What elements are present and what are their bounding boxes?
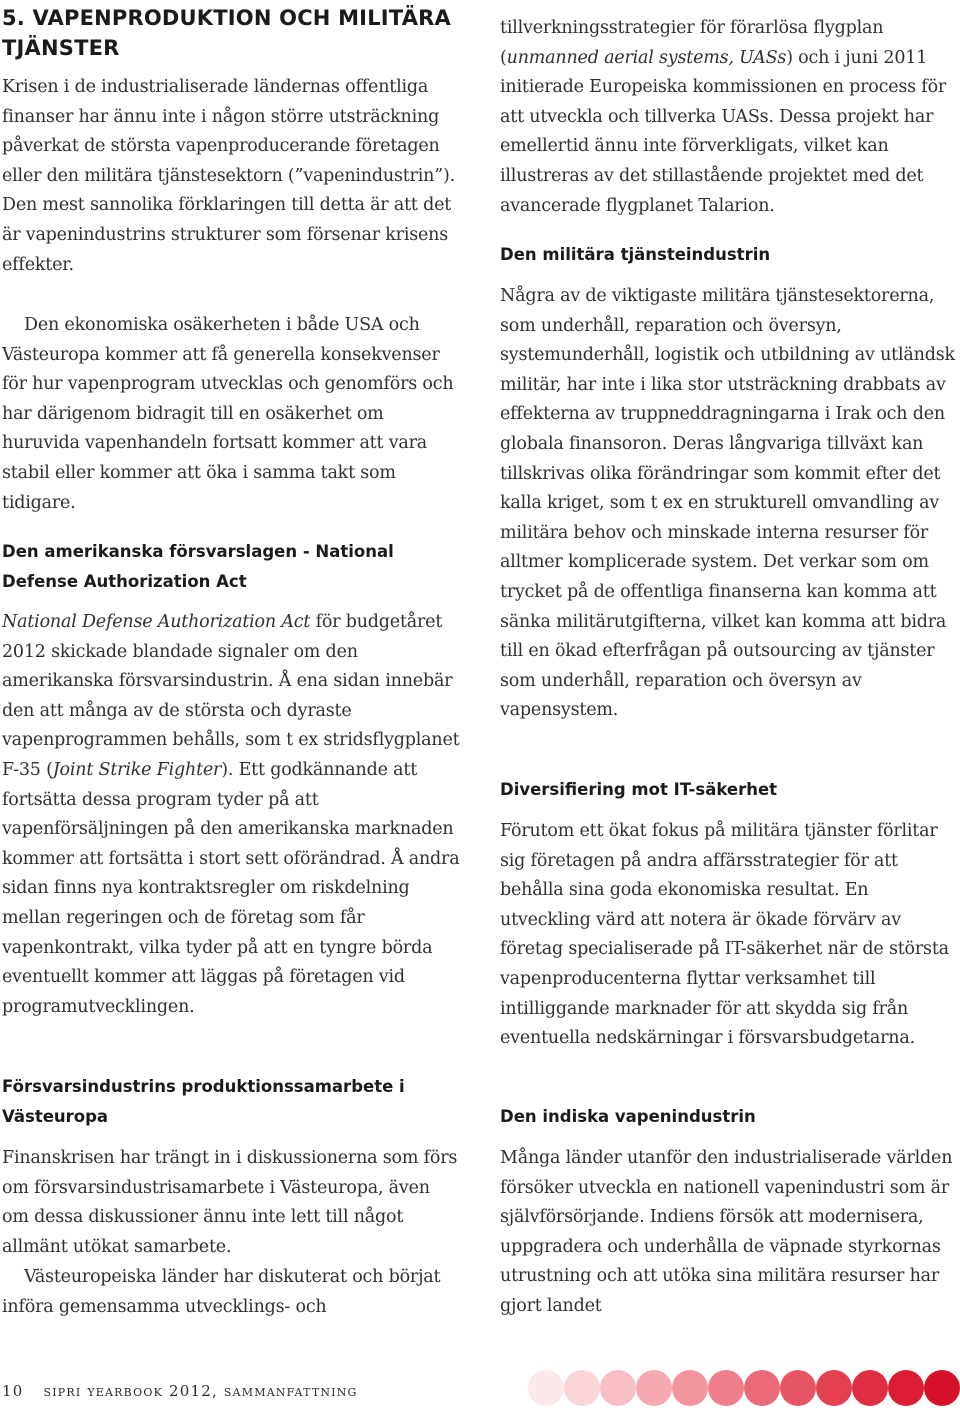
it-paragraph: Förutom ett ökat fokus på militära tjänster förlitar sig företagen på andra affärsstrategier för att behålla sina goda ekonomiska resultat. En utveckling värd att notera är ökade förvärv av företag specialiserade på IT-säkerhet när de största vapenproducenterna flyttar verksamhet till intilliggande marknader för att skydda sig från eventuella nedskärningar i försvarsbudgetarna. xyxy=(500,821,949,1049)
jsf-italic: Joint Strike Fighter xyxy=(52,759,222,780)
chapter-heading: 5. VAPENPRODUKTION OCH MILITÄRA TJÄNSTER xyxy=(2,6,451,60)
decorative-dot xyxy=(924,1370,960,1406)
decorative-dot xyxy=(816,1370,852,1406)
europe-paragraph: Finanskrisen har trängt in i diskussionerna som förs om försvarsindustrisamarbete i Västeuropa, även om dessa diskussioner ännu inte lett till något allmänt utökat samarbete. xyxy=(2,1148,458,1257)
europe-paragraph-2: Västeuropeiska länder har diskuterat och börjat införa gemensamma utvecklings- och xyxy=(2,1267,441,1317)
uas-italic: unmanned aerial systems, UASs xyxy=(506,47,787,68)
uas-text-b: ) och i juni 2011 initierade Europeiska kommissionen en process för att utveckla och tillverka UASs. Dessa projekt har emellertid ännu inte förverkligats, vilket kan illustreras av det stillastående projektet med det avancerade flygplanet Talarion. xyxy=(500,47,947,216)
section-heading-it: Diversifiering mot IT-säkerhet xyxy=(500,780,778,799)
decorative-dot xyxy=(528,1370,564,1406)
services-paragraph: Några av de viktigaste militära tjänstesektorerna, som underhåll, reparation och översyn, systemunderhåll, logistik och utbildning av utländsk militär, har inte i lika stor utsträckning drabbats av effekterna av truppneddragningarna i Irak och den globala finansoron. Deras långvariga tillväxt kan tillskrivas olika förändringar som kommit efter det kalla kriget, som t ex en strukturell omvandling av militära behov och minskade interna resurser för alltmer komplicerade system. Det verkar som om trycket på de offentliga finanserna kan komma att sänka militärutgifterna, vilket kan komma att bidra till en ökad efterfrågan på outsourcing av tjänster som underhåll, reparation och översyn av vapensystem. xyxy=(500,286,955,721)
section-heading-europe: Försvarsindustrins produktionssamarbete i Västeuropa xyxy=(2,1077,405,1126)
decorative-dot xyxy=(672,1370,708,1406)
section-heading-india: Den indiska vapenindustrin xyxy=(500,1107,756,1126)
ndaa-paragraph xyxy=(2,608,460,1022)
intro-paragraph: Krisen i de industrialiserade ländernas offentliga finanser har ännu inte i någon större utsträckning påverkat de största vapenproducerande företagen eller den militära tjänstesektorn (”vapenindustrin”). Den mest sannolika förklaringen till detta är att det är vapenindustrins strukturer som försenar krisens effekter. xyxy=(2,77,455,275)
section-heading-services: Den militära tjänsteindustrin xyxy=(500,245,771,264)
india-paragraph: Många länder utanför den industrialiserade världen försöker utveckla en nationell vapenindustri som är självförsörjande. Indiens försök att modernisera, uppgradera och underhålla de väpnade styrkornas utrustning och att utöka sina militära resurser har gjort landet xyxy=(500,1148,953,1316)
ndaa-title-italic: National Defense Authorization Act xyxy=(2,612,311,632)
page-footer xyxy=(2,1382,358,1400)
decorative-dot xyxy=(744,1370,780,1406)
decorative-dot-strip xyxy=(500,1370,960,1406)
decorative-dot xyxy=(636,1370,672,1406)
decorative-dot xyxy=(708,1370,744,1406)
decorative-dot xyxy=(852,1370,888,1406)
ndaa-text-a: för budgetåret 2012 skickade blandade signaler om den amerikanska försvarsindustrin. Å ena sidan innebär den att många av de största och dyraste vapenprogrammen behålls, som t ex stridsflygplanet F-35 ( xyxy=(2,612,460,780)
page-number: 10 xyxy=(2,1382,24,1400)
ndaa-text-b: ). Ett godkännande att fortsätta dessa program tyder på att vapenförsäljningen på den amerikanska marknaden kommer att fortsätta i stort sett oförändrad. Å andra sidan finns nya kontraktsregler om riskdelning mellan regeringen och de företag som får vapenkontrakt, vilka tyder på att en tyngre börda eventuellt kommer att läggas på företagen vid programutvecklingen. xyxy=(2,759,460,1017)
decorative-dot xyxy=(600,1370,636,1406)
uas-paragraph xyxy=(500,14,958,221)
decorative-dot xyxy=(780,1370,816,1406)
section-heading-ndaa: Den amerikanska försvarslagen - National Defense Authorization Act xyxy=(2,542,394,591)
decorative-dot xyxy=(888,1370,924,1406)
uncertainty-paragraph: Den ekonomiska osäkerheten i både USA och Västeuropa kommer att få generella konsekvenser för hur vapenprogram utvecklas och genomförs och har därigenom bidragit till en osäkerhet om huruvida vapenhandeln fortsatt kommer att vara stabil eller kommer att öka i samma takt som tidigare. xyxy=(2,315,454,513)
publication-title: sipri yearbook 2012, sammanfattning xyxy=(43,1382,358,1400)
decorative-dot xyxy=(564,1370,600,1406)
uas-text-a: tillverkningsstrategier för förarlösa flygplan ( xyxy=(500,18,884,68)
